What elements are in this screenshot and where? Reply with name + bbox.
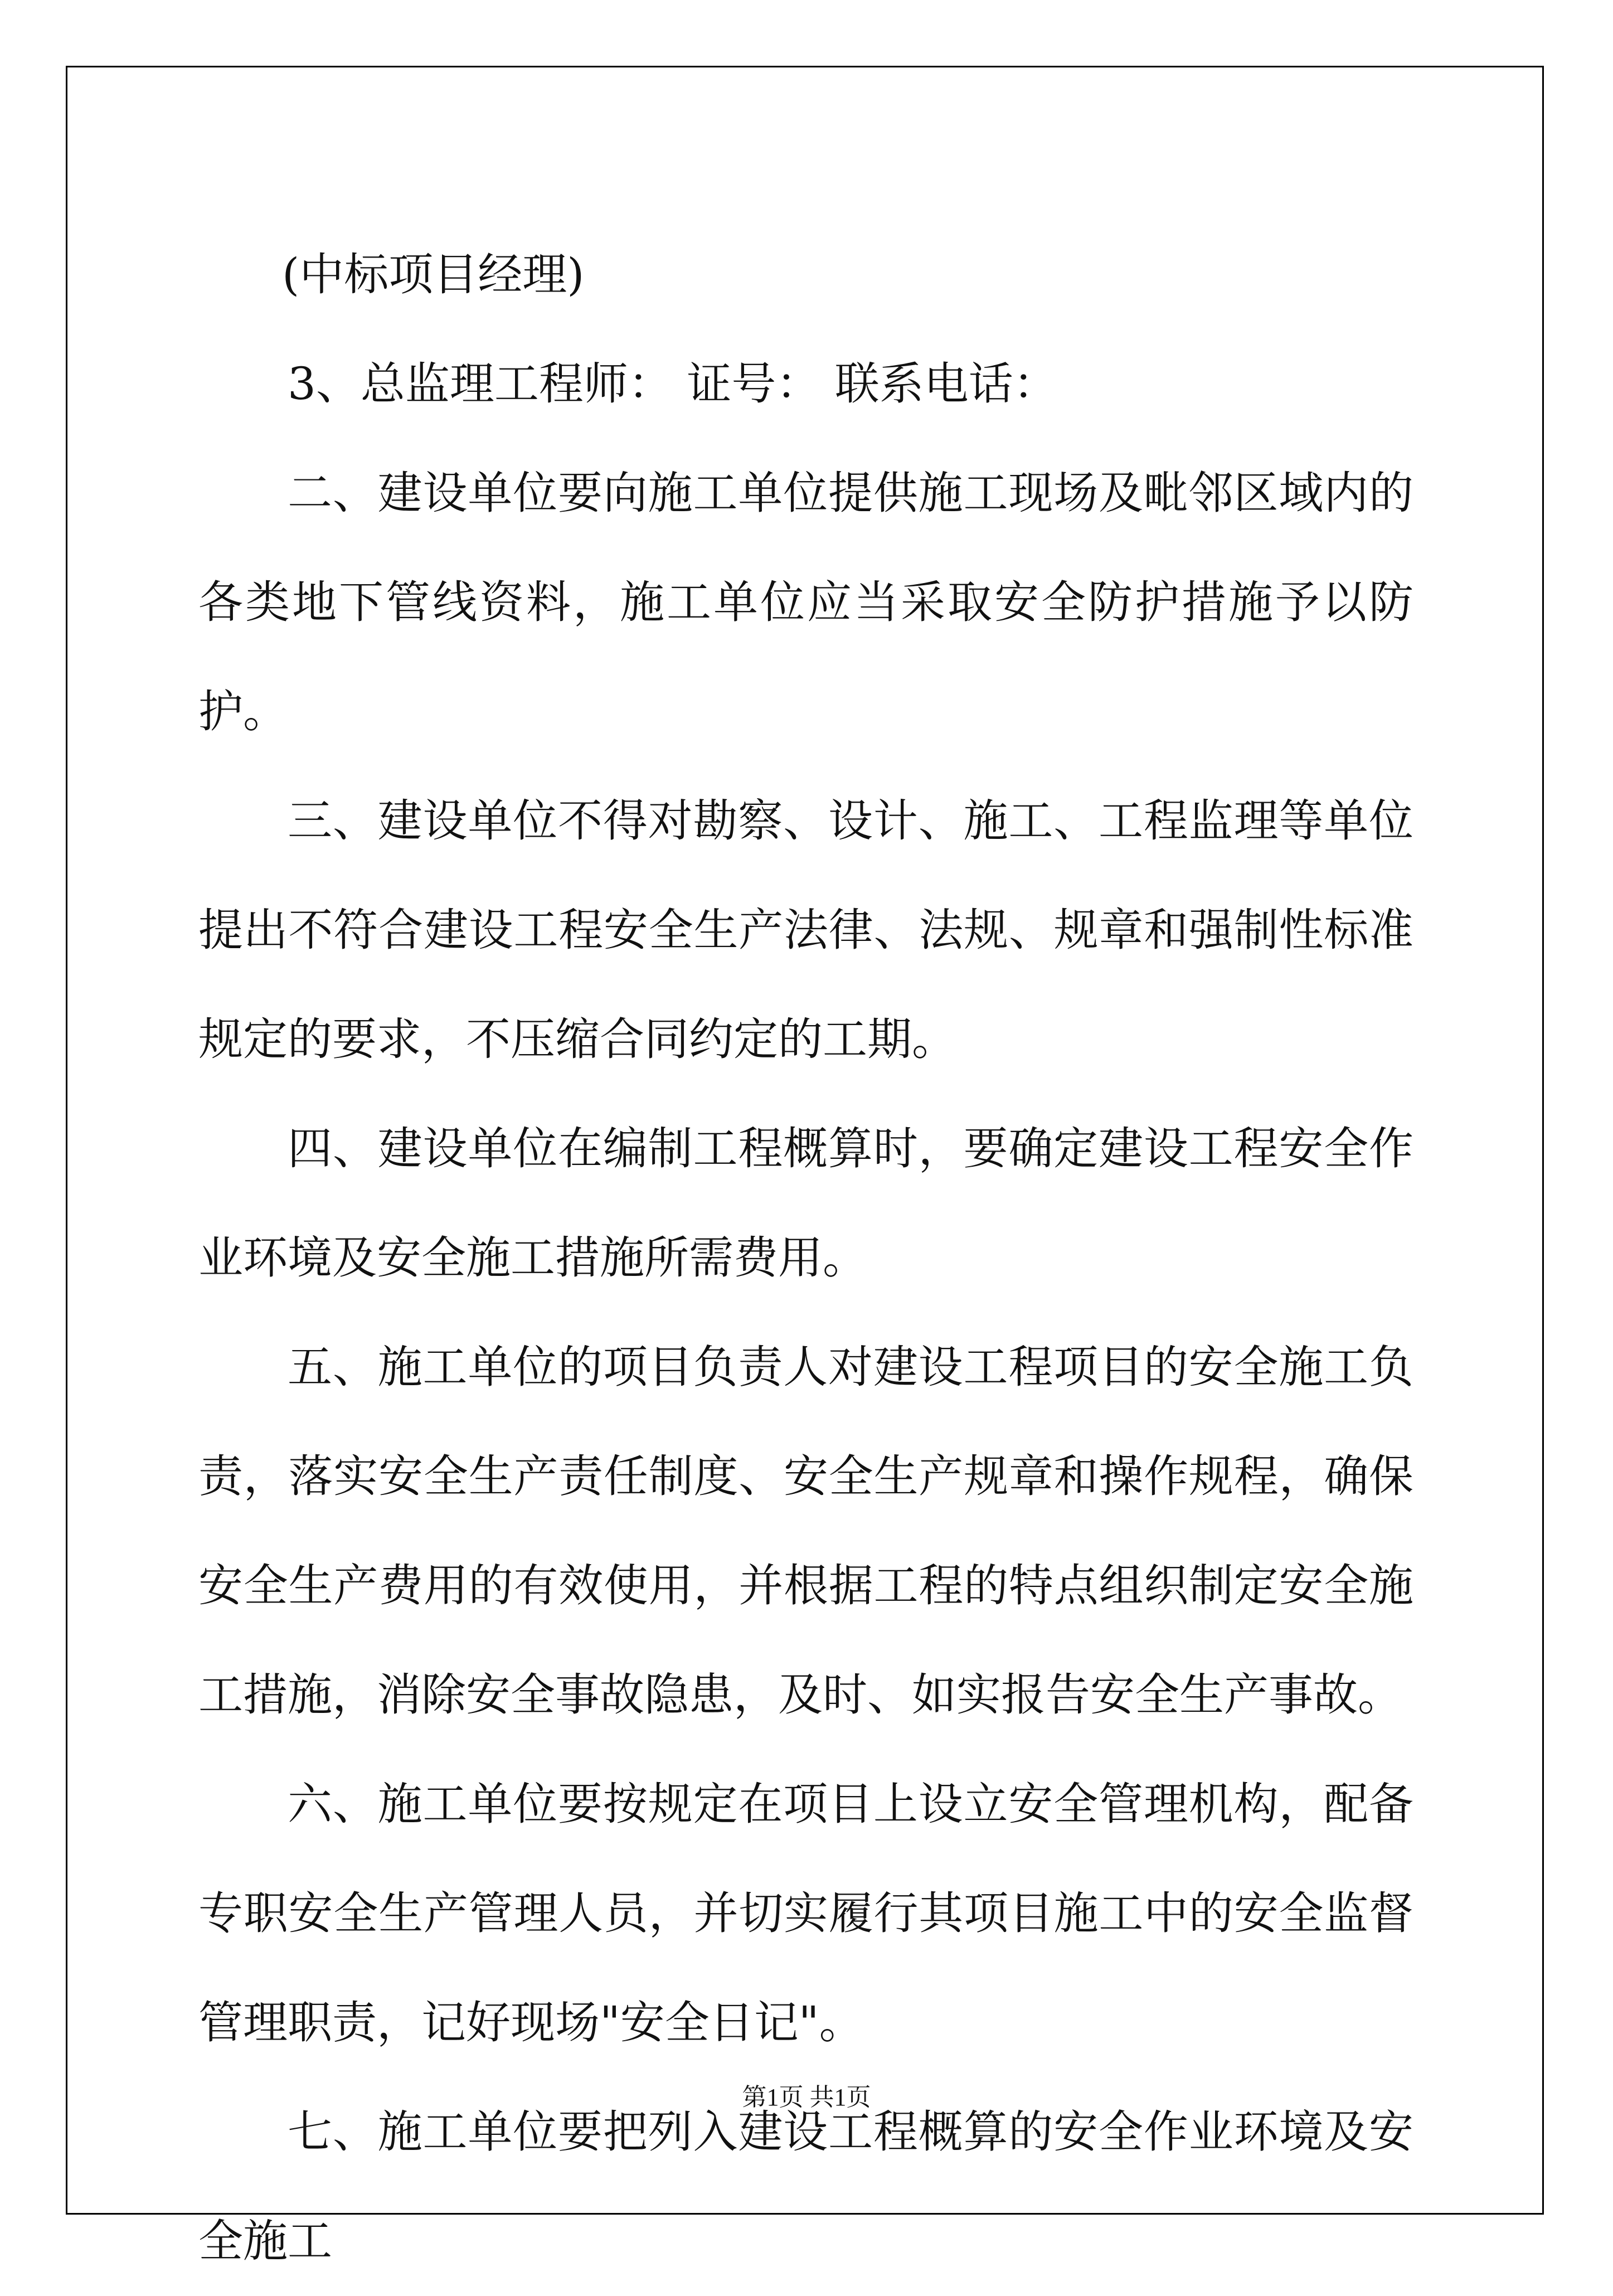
paragraph-clause-4: 四、建设单位在编制工程概算时，要确定建设工程安全作业环境及安全施工措施所需费用。: [198, 1123, 1413, 1284]
paragraph-project-manager: (中标项目经理): [282, 249, 585, 300]
paragraph-clause-3: 三、建设单位不得对勘察、设计、施工、工程监理等单位提出不符合建设工程安全生产法律、法规、规章和强制性标准规定的要求，不压缩合同约定的工期。: [198, 795, 1413, 1065]
paragraph-clause-7: 七、施工单位要把列入建设工程概算的安全作业环境及安全施工: [198, 2106, 1413, 2267]
page-number-footer: 第1页 共1页: [742, 2084, 871, 2111]
paragraph-clause-6: 六、施工单位要按规定在项目上设立安全管理机构，配备专职安全生产管理人员，并切实履行其项目施工中的安全监督管理职责，记好现场"安全日记"。: [198, 1778, 1413, 2049]
paragraph-clause-2: 二、建设单位要向施工单位提供施工现场及毗邻区域内的各类地下管线资料，施工单位应当采取安全防护措施予以防护。: [198, 467, 1413, 737]
paragraph-chief-supervisor: 3、总监理工程师： 证号： 联系电话：: [288, 358, 1058, 410]
paragraph-clause-5: 五、施工单位的项目负责人对建设工程项目的安全施工负责，落实安全生产责任制度、安全生产规章和操作规程，确保安全生产费用的有效使用，并根据工程的特点组织制定安全施工措施，消除安全事故隐患，及时、如实报告安全生产事故。: [198, 1341, 1413, 1721]
document-body: [198, 220, 1413, 2296]
